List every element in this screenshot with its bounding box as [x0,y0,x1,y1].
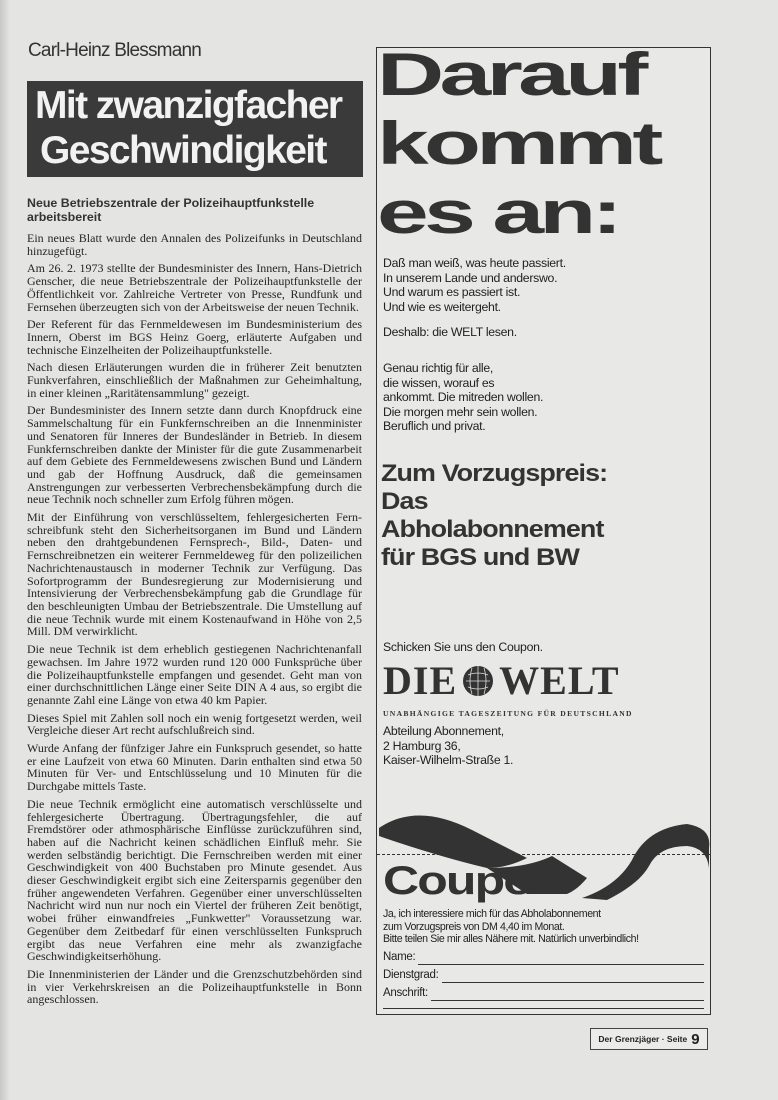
paragraph: Dieses Spiel mit Zahlen soll noch ein wenig fortgesetzt werden, weil Vergleiche dieser Art recht aufschlußreich sind. [27,710,362,738]
logo-tagline: UNABHÄNGIGE TAGESZEITUNG FÜR DEUTSCHLAND [383,709,633,718]
paragraph: Mit der Einführung von verschlüsseltem, fehlergesicherten Fernschreibfunk steht den Sicherheitsorganen im Bund und Ländern neben den drahtgebundenen Fernsprech-, Bild-, Daten- und Fernschreibnetzen ein weiterer Fernmeldeweg für den polizeilichen Nachrichtenaustausch in moderner Technik zur Verfügung. Das Sofortprogramm der Bundesregierung zur Modernisierung und Intensivierung der Verbrechensbekämpfung gab die Grundlage für den beschleunigten Umbau der Betriebszentrale. Die Umstellung auf die neue Technik wurde mit einem Kostenaufwand in Höhe von 2,5 Mill. DM verwirklicht. [27,510,362,639]
ad-headline [377,40,659,247]
dienstgrad-input[interactable] [442,972,704,983]
cut-line [377,854,710,855]
publication-name: Der Grenzjäger · Seite [598,1034,688,1044]
field-label: Anschrift: [383,987,428,999]
page-footer [590,1028,708,1050]
text-line: Daß man weiß, was heute passiert. [383,256,566,270]
article-title [27,81,363,177]
die-welt-logo [383,658,620,704]
paragraph: Nach diesen Erläuterungen wurden die in früherer Zeit benutzten Funkverfahren, einschließlich der Maßnahmen zur Geheimhaltung, in einer kleinen „Raritätensammlung" gezeigt. [27,360,362,400]
page-number: 9 [691,1030,700,1048]
promo-line: Zum Vorzugspreis: [381,460,608,487]
paragraph: Die neue Technik ermöglicht eine automatisch verschlüsselte und fehlergesicherte Übertragung. Übertragungsfehler, die auf Fremdstörer oder athmosphärische Einflüsse zurückzuführen sind, haben auf die Nachricht keinen schädlichen Einfluß mehr. Sie werden selbständig berichtigt. Die Fernschreiben werden mit einer Geschwindigkeit von 400 Buchstaben pro Minute gesendet. Aus dieser Geschwindigkeit ergibt sich eine Zeitersparnis gegenüber den früher angewendeten Verfahren. Gegenüber einer unverschlüsselten Nachricht wird nun nur noch ein Viertel der früheren Zeit benötigt, wobei früher einwandfreies „Funkwetter" Voraussetzung war. Gegenüber dem Zeitbedarf für einen verschlüsselten Funkspruch ergibt das neue Verfahren eine mehr als zwanzigfache Geschwindigkeitserhöhung. [27,796,362,964]
coupon-text [383,908,639,946]
article-subheading: Neue Betriebszentrale der Polizeihauptfunkstelle arbeitsbereit [27,196,315,224]
logo-text: WELT [499,658,620,703]
ad-intro [383,256,566,314]
text-line: Und wie es weitergeht. [383,299,501,314]
paragraph: Wurde Anfang der fünfziger Jahre ein Funkspruch gesendet, so hatte er eine Laufzeit von etwa 60 Minuten. Darin enthalten sind etwa 50 Minuten für Ver- und Entschlüsselung und 10 Minuten für die Durchgabe mittels Taste. [27,741,362,794]
text-line: In unserem Lande und anderswo. [383,270,558,285]
headline-line: es an: [377,179,618,246]
article-body [27,196,362,1011]
text-line: zum Vorzugspreis von DM 4,40 im Monat. [383,920,565,933]
address-line: Kaiser-Wilhelm-Straße 1. [383,753,514,767]
paragraph: Die Innenministerien der Länder und die Grenzschutzbehörden sind in vier Verkehrskreisen an die Polizeihauptfunkstelle in Bonn angeschlossen. [27,966,362,1007]
anschrift-extra-line[interactable] [383,1008,704,1009]
text-line: ankommt. Die mitreden wollen. [383,390,544,404]
headline-line: kommt [377,110,659,177]
text-line: Beruflich und privat. [383,419,486,433]
anschrift-input[interactable] [431,990,704,1001]
headline-line: Darauf [377,41,644,108]
field-label: Dienstgrad: [383,969,439,981]
promo-line: für BGS und BW [381,544,579,571]
text-line: die wissen, worauf es [383,375,495,390]
name-field[interactable] [383,951,704,965]
logo-text: DIE [383,658,458,703]
globe-icon [462,661,494,693]
ad-deshalb: Deshalb: die WELT lesen. [383,325,517,339]
address-line: 2 Hamburg 36, [383,738,461,753]
text-line: Genau richtig für alle, [383,361,493,375]
paragraph: Ein neues Blatt wurde den Annalen des Polizeifunks in Deutschland hinzugefügt. [27,231,362,258]
paragraph: Der Referent für das Fernmeldewesen im Bundesministerium des Innern, Oberst im BGS Heinz Goerg, erläuterte Aufgaben und technische Einzelheiten der Polizeihauptfunkstelle. [27,317,362,357]
title-line: Mit zwanzigfacher [35,84,342,127]
ad-address [383,724,513,768]
page-binding-shadow [0,0,10,1100]
ad-audience [383,361,543,434]
text-line: Die morgen mehr sein wollen. [383,404,538,419]
address-line: Abteilung Abonnement, [383,724,504,738]
text-line: Ja, ich interessiere mich für das Abholabonnement [383,908,601,920]
paragraph: Der Bundesminister des Innern setzte dann durch Knopfdruck eine Sammelschaltung für ein Funkfernschreiben an die Innenminister und Senatoren für Inneres der Bundesländer in Betrieb. In diesem Funkfernschreiben dankte der Minister für die gute Zusammenarbeit auf dem Gebiete des Fernmeldewesens zwischen Bund und Ländern und gab der Hoffnung Ausdruck, daß die gemeinsamen Anstrengungen zur verbesserten Verbrechensbekämpfung durch die neue Technik noch schneller zum Erfolg führen mögen. [27,403,362,507]
welt-advertisement [376,41,711,1015]
article-author: Carl-Heinz Blessmann [28,40,202,61]
send-coupon-text: Schicken Sie uns den Coupon. [383,640,543,654]
promo-line: Das [381,488,428,515]
text-line: Bitte teilen Sie mir alles Nähere mit. Natürlich unverbindlich! [383,933,639,945]
anschrift-field[interactable] [383,987,704,1001]
promo-line: Abholabonnement [381,516,604,543]
dienstgrad-field[interactable] [383,969,704,983]
ad-promo [381,460,607,572]
field-label: Name: [383,951,416,963]
coupon-heading: Coupon [383,859,561,903]
name-input[interactable] [418,954,704,965]
paragraph: Am 26. 2. 1973 stellte der Bundesminister des Innern, Hans-Dietrich Genscher, die neue Betriebszentrale der Polizeihauptfunkstelle der Öffentlichkeit vor. Zahlreiche Vertreter von Presse, Rundfunk und Fernsehen überzeugten sich von der Arbeitsweise der neuen Technik. [27,261,362,314]
paragraph: Die neue Technik ist dem erheblich gestiegenen Nachrichtenanfall gewachsen. Im Jahre 1972 wurden rund 120 000 Funksprüche über die Polizeihauptfunkstelle empfangen und gesendet. Geht man von einer durchschnittlichen Länge einer Seite DIN A 4 aus, so ergibt die genannte Zahl eine Länge von etwa 40 km Papier. [27,642,362,707]
title-line: Geschwindigkeit [40,129,326,172]
text-line: Und warum es passiert ist. [383,285,521,299]
